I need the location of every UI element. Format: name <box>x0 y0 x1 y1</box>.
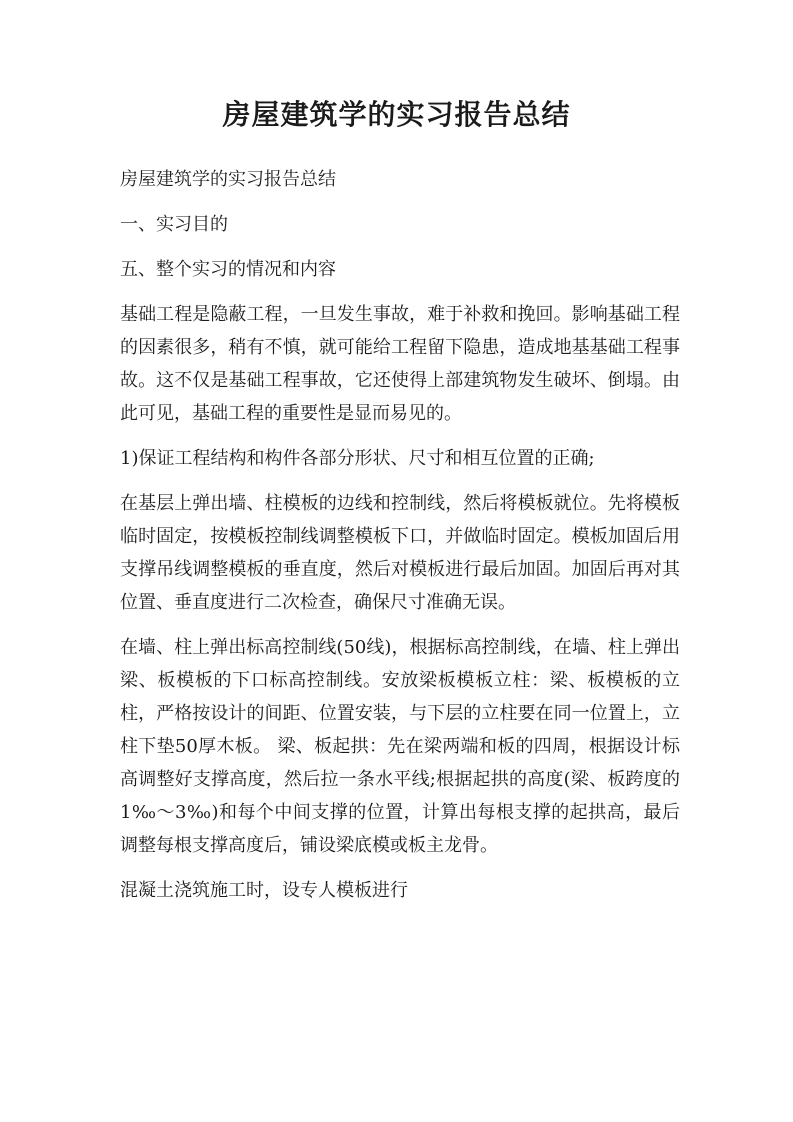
paragraph-concrete-pouring: 混凝土浇筑施工时，设专人模板进行 <box>120 880 408 901</box>
document-title: 房屋建筑学的实习报告总结 <box>222 98 571 131</box>
paragraph-heading-content: 五、整个实习的情况和内容 <box>120 259 336 280</box>
paragraph-item-1: 1)保证工程结构和构件各部分形状、尺寸和相互位置的正确; <box>120 448 595 469</box>
paragraph-heading-purpose: 一、实习目的 <box>120 214 228 235</box>
paragraph-formwork-beam-slab: 在墙、柱上弹出标高控制线(50线)，根据标高控制线，在墙、柱上弹出梁、板模板的下口标高控制线。安放梁板模板立柱：梁、板模板的立柱，严格按设计的间距、位置安装，与下层的立柱要在同一位置上，立柱下垫50厚木板。 梁、板起拱：先在梁两端和板的四周，根据设计标高调整好支撑高度，然后拉一条水平线;根据起拱的高度(梁、板跨度的1‰～3‰)和每个中间支撑的位置，计算出每根支撑的起拱高，最后调整每根支撑高度后，铺设梁底模或板主龙骨。 <box>120 637 680 856</box>
paragraph-subtitle: 房屋建筑学的实习报告总结 <box>120 169 336 190</box>
paragraph-formwork-wall-column: 在基层上弹出墙、柱模板的边线和控制线，然后将模板就位。先将模板临时固定，按模板控制线调整模板下口，并做临时固定。模板加固后用支撑吊线调整模板的垂直度，然后对模板进行最后加固。加固后再对其位置、垂直度进行二次检查，确保尺寸准确无误。 <box>120 493 680 613</box>
document-body <box>120 163 680 919</box>
paragraph-foundation: 基础工程是隐蔽工程，一旦发生事故，难于补救和挽回。影响基础工程的因素很多，稍有不慎，就可能给工程留下隐患，造成地基基础工程事故。这不仅是基础工程事故，它还使得上部建筑物发生破坏、倒塌。由此可见，基础工程的重要性是显而易见的。 <box>120 304 680 424</box>
